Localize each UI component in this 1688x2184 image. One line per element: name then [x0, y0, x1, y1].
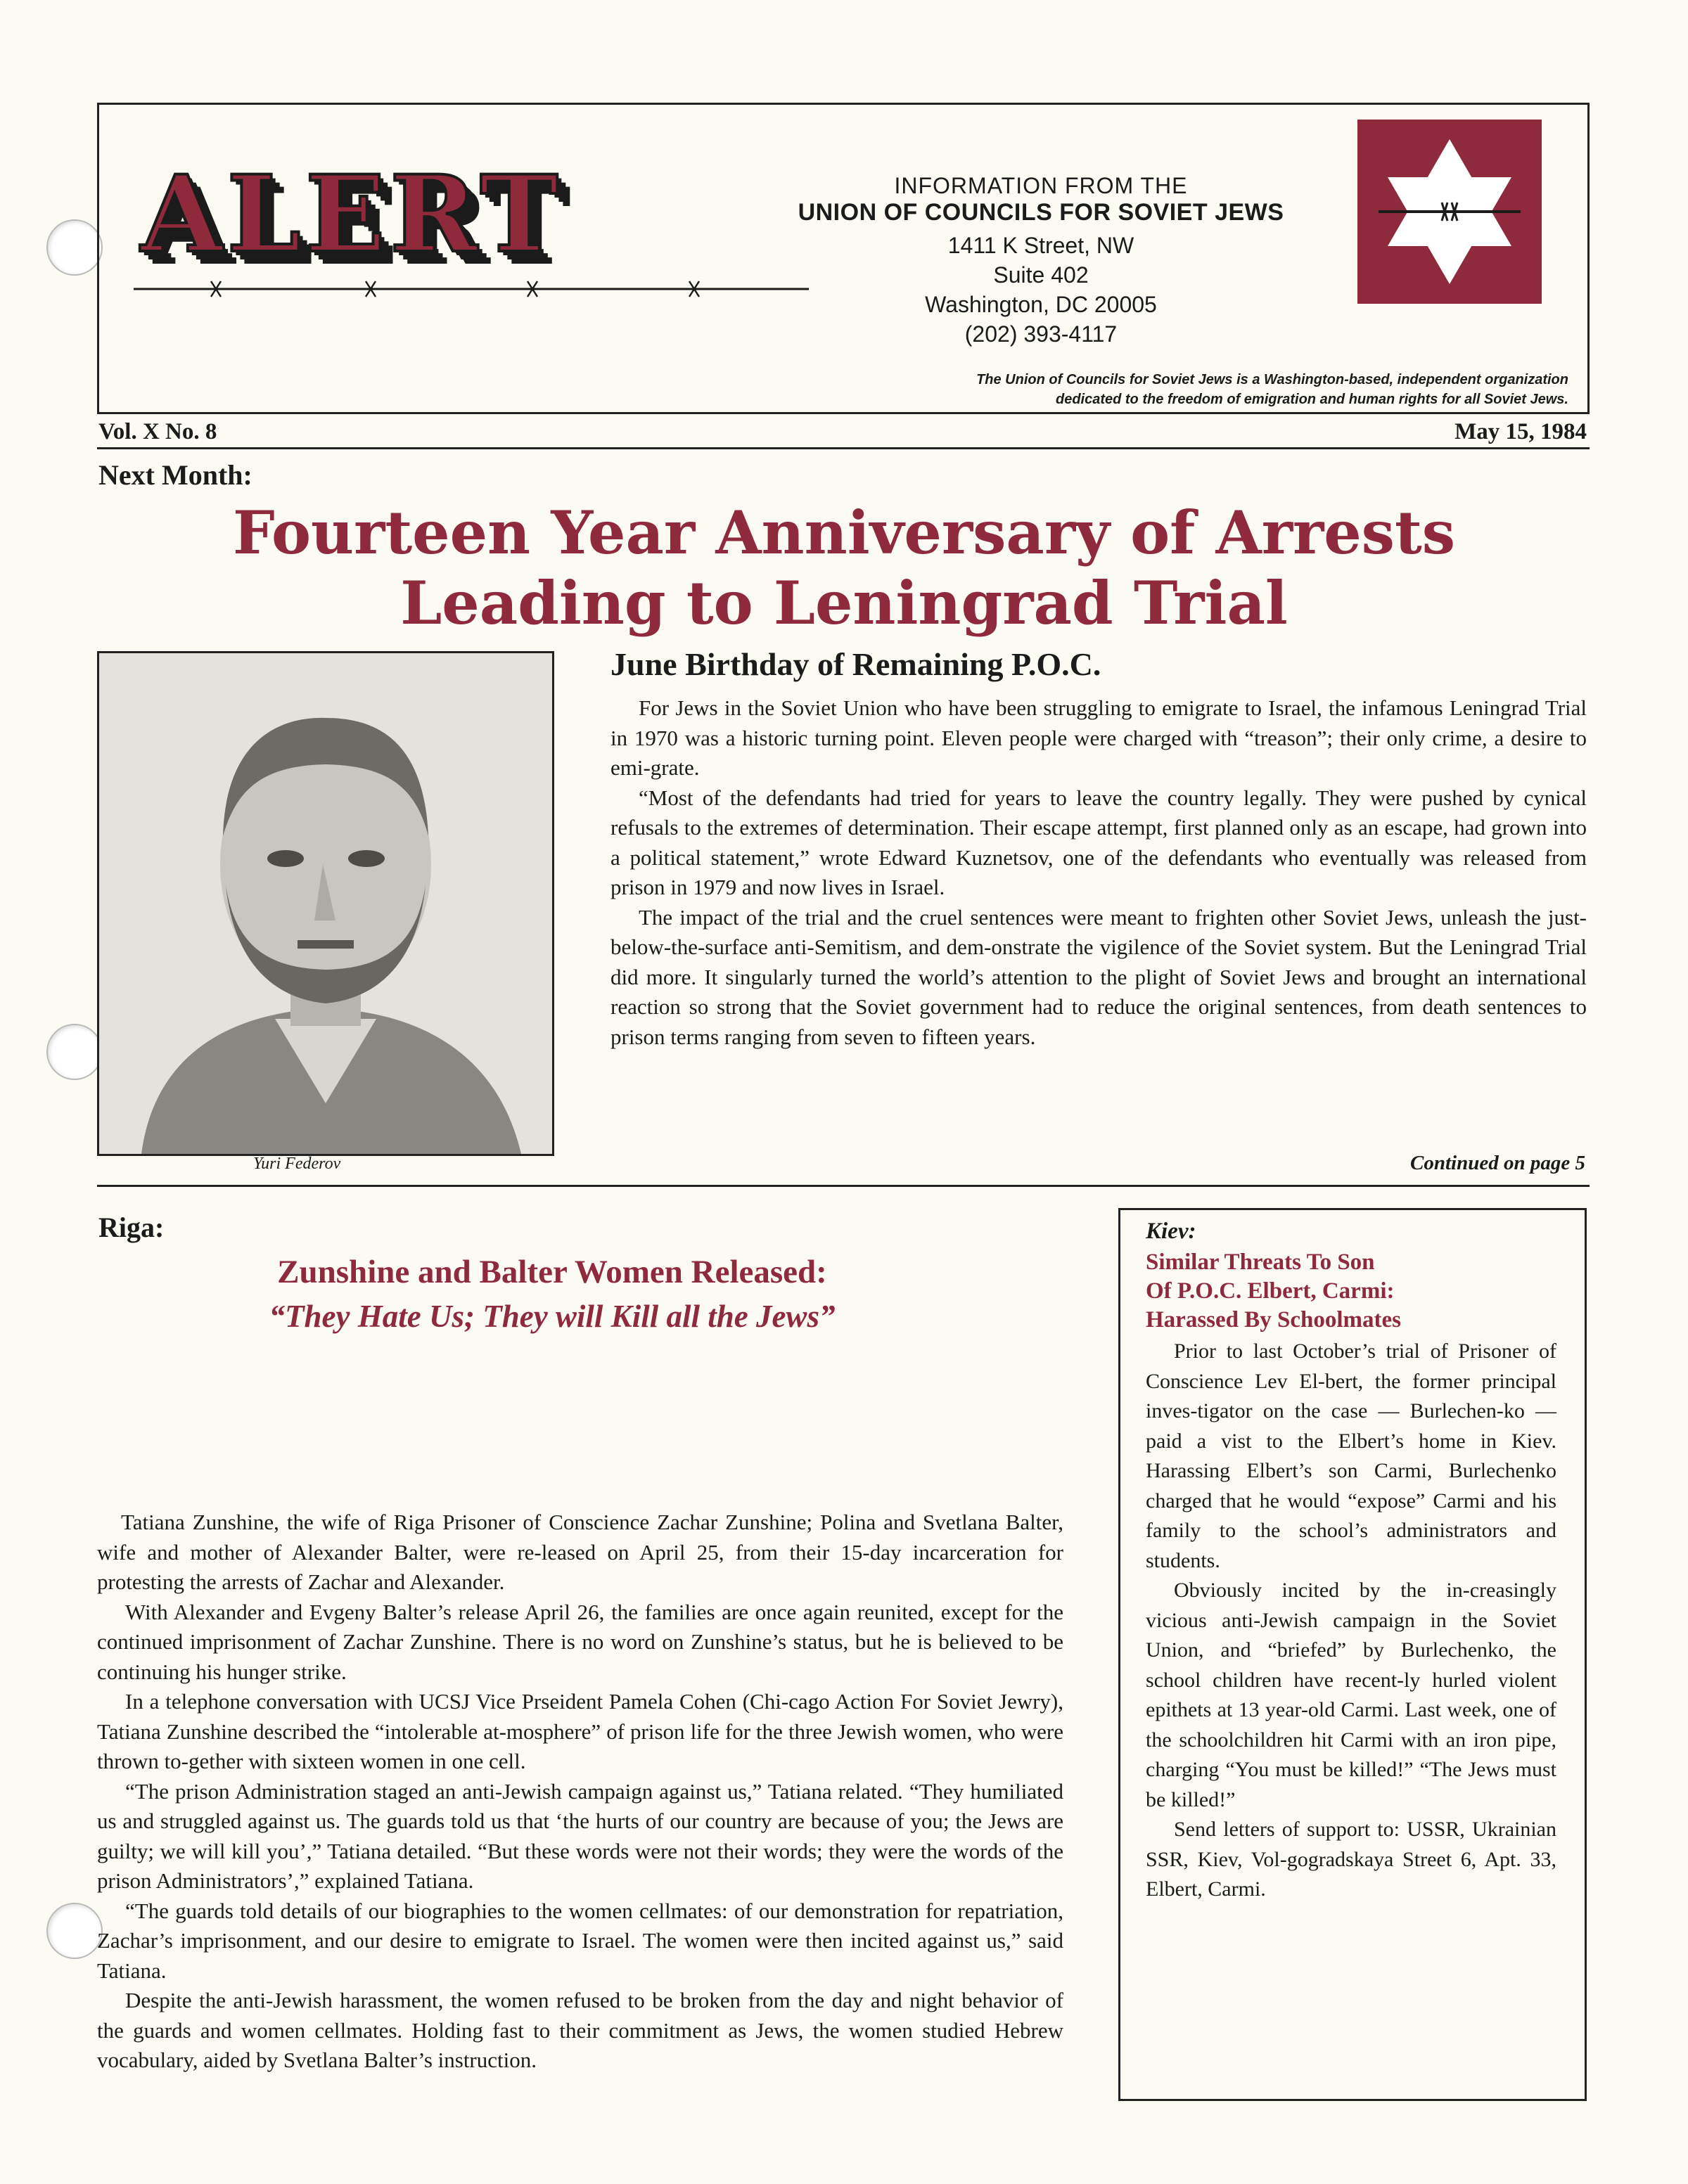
header-bottom-rule [97, 412, 1590, 414]
article-paragraph: In a telephone conversation with UCSJ Vice Prseident Pamela Cohen (Chi-cago Action For Soviet Jewry), Tatiana Zunshine described the “intolerable at-mosphere” of prison life for the three Jewish women, who were thrown to-gether with sixteen women in one cell. [97, 1689, 1063, 1773]
binder-hole [46, 219, 103, 276]
article-paragraph: “The guards told details of our biographies to the women cellmates: of our demonstration for repatriation, Zachar’s imprisonment, and our desire to emigrate to Israel. The women were then incited against us,” said Tatiana. [97, 1898, 1063, 1983]
info-line: INFORMATION FROM THE [894, 173, 1188, 198]
photo-caption: Yuri Federov [253, 1155, 341, 1173]
article-paragraph: With Alexander and Evgeny Balter’s release April 26, the families are once again reunited, except for the continued imprisonment of Zachar Zunshine. There is no word on Zunshine’s status, but he is believed to be continuing his hunger strike. [97, 1599, 1063, 1684]
masthead-org-block [746, 173, 1336, 349]
portrait-image [99, 653, 552, 1154]
section-rule [97, 1185, 1590, 1187]
mission-statement [788, 370, 1568, 409]
headline-line: Leading to Leningrad Trial [400, 568, 1288, 638]
article-paragraph: Despite the anti-Jewish harassment, the women refused to be broken from the day and night behavior of the guards and women cellmates. Holding fast to their commitment as Jews, the women studied Hebrew vocabulary, aided by Svetlana Balter’s instruction. [97, 1988, 1063, 2072]
kiev-headline [1146, 1248, 1568, 1335]
article-paragraph: Obviously incited by the in-creasingly vicious anti-Jewish campaign in the Soviet Union, and “briefed” by Burlechenko, the school children have recent-ly hurled violent epithets at 13 year-old Carmi. Last week, one of the schoolchildren hit Carmi with an iron pipe, charging “You must be killed!” “The Jews must be killed!” [1146, 1579, 1556, 1811]
header-top-rule [97, 103, 1590, 105]
address-line: 1411 K Street, NW [947, 233, 1134, 258]
article-paragraph: Send letters of support to: USSR, Ukrainian SSR, Kiev, Vol-gogradskaya Street 6, Apt. 33, Elbert, Carmi. [1146, 1818, 1556, 1901]
star-of-david-icon [1357, 120, 1542, 304]
headline-line: Of P.O.C. Elbert, Carmi: [1146, 1278, 1395, 1304]
article-paragraph: Tatiana Zunshine, the wife of Riga Prisoner of Conscience Zachar Zunshine; Polina and Svetlana Balter, wife and mother of Alexander Balter, were re-leased on April 25, from their 15-day incarceration for protesting the arrests of Zachar and Alexander. [97, 1510, 1063, 1594]
volume-number: Vol. X No. 8 [98, 419, 217, 444]
issue-date: May 15, 1984 [1454, 419, 1587, 444]
article-paragraph: The impact of the trial and the cruel sentences were meant to frighten other Soviet Jews, unleash the just-below-the-surface anti-Semitism, and dem-onstrate the vigilence of the Soviet system. But the Leningrad Trial did more. It singularly turned the world’s attention to the plight of Soviet Jews and brought an international reaction so strong that the Soviet government had to reduce the original sentences, from death sentences to prison terms ranging from seven to fifteen years. [610, 904, 1587, 1049]
headline-line: Fourteen Year Anniversary of Arrests [232, 498, 1456, 567]
mission-line: dedicated to the freedom of emigration and human rights for all Soviet Jews. [1055, 392, 1568, 407]
lead-headline [98, 498, 1590, 638]
riga-subheadline: “They Hate Us; They will Kill all the Jews” [269, 1299, 836, 1334]
barbed-wire-icon [134, 278, 809, 300]
header-left-rule [97, 103, 99, 412]
mission-line: The Union of Councils for Soviet Jews is a Washington-based, independent organization [976, 372, 1568, 387]
article-paragraph: “Most of the defendants had tried for years to leave the country legally. They were pushed by cynical refusals to the extremes of determination. Their escape attempt, first planned only as an escape, had grown into a political statement,” wrote Edward Kuznetsov, one of the defendants who eventually was released from prison in 1979 and now lives in Israel. [610, 785, 1587, 899]
riga-kicker: Riga: [98, 1212, 165, 1243]
kiev-kicker: Kiev: [1146, 1219, 1196, 1244]
article-paragraph: For Jews in the Soviet Union who have been struggling to emigrate to Israel, the infamous Leningrad Trial in 1970 was a historic turning point. Eleven people were charged with “treason”; their only crime, a desire to emi-grate. [610, 695, 1587, 780]
address-line: Washington, DC 20005 [925, 292, 1157, 317]
date-rule [97, 447, 1590, 449]
lead-article-body [610, 693, 1587, 1052]
masthead-logo: ALERT [141, 153, 563, 276]
address-line: Suite 402 [993, 262, 1089, 288]
kiev-sidebar-box [1118, 1208, 1587, 2101]
org-name: UNION OF COUNCILS FOR SOVIET JEWS [798, 199, 1284, 226]
portrait-photo [97, 651, 554, 1156]
next-month-kicker: Next Month: [98, 459, 252, 491]
headline-line: Harassed By Schoolmates [1146, 1307, 1401, 1332]
star-of-david-logo [1357, 120, 1542, 304]
continued-note: Continued on page 5 [1410, 1152, 1585, 1174]
binder-hole [46, 1024, 103, 1080]
phone-line: (202) 393-4117 [964, 321, 1118, 347]
riga-article-body [97, 1508, 1063, 2076]
article-paragraph: Prior to last October’s trial of Prisoner of Conscience Lev El-bert, the former principal inves-tigator on the case — Burlechen-ko — paid a vist to the Elbert’s home in Kiev. Harassing Elbert’s son Carmi, Burlechenko charged that he would “expose” Carmi and his family to the school’s administrators and students. [1146, 1340, 1556, 1572]
kiev-article-body [1146, 1337, 1556, 1905]
lead-subhead: June Birthday of Remaining P.O.C. [610, 646, 1101, 682]
binder-hole [46, 1903, 103, 1959]
headline-line: Similar Threats To Son [1146, 1250, 1375, 1275]
riga-headline: Zunshine and Balter Women Released: [277, 1254, 827, 1290]
header-right-rule [1587, 103, 1590, 412]
article-paragraph: “The prison Administration staged an anti-Jewish campaign against us,” Tatiana related. “They humiliated us and struggled against us. The guards told us that ‘the hurts of our country are because of you; the Jews are guilty; we will kill you’,” Tatiana detailed. “But these words were not their words; they were the words of the prison Administrators’,” explained Tatiana. [97, 1778, 1063, 1893]
